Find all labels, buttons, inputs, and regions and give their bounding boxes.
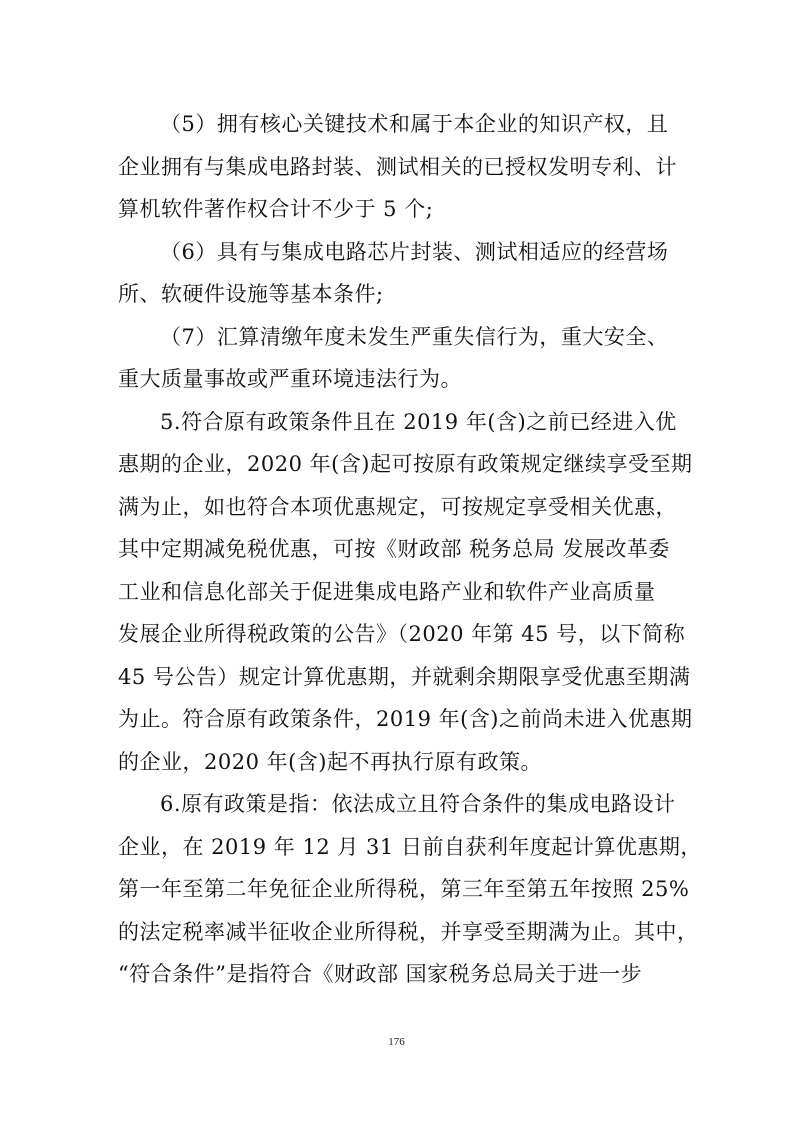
text-line: 惠期的企业，2020 年(含)起可按原有政策规定继续享受至期 [118, 452, 693, 476]
text-line: 的企业，2020 年(含)起不再执行原有政策。 [118, 749, 543, 774]
text-line: 工业和信息化部关于促进集成电路产业和软件产业高质量 [118, 579, 656, 604]
text-line: 6.原有政策是指：依法成立且符合条件的集成电路设计 [160, 792, 676, 816]
text-line: 算机软件著作权合计不少于 5 个; [118, 197, 434, 221]
page-number: 176 [388, 1036, 405, 1048]
text-line: 企业，在 2019 年 12 月 31 日前自获利年度起计算优惠期， [118, 834, 702, 859]
paragraph-5-original-policy-transition [118, 401, 693, 784]
text-line: 其中定期减免税优惠，可按《财政部 税务总局 发展改革委 [118, 537, 670, 561]
text-line: （5）拥有核心关键技术和属于本企业的知识产权，且 [160, 112, 669, 136]
body-text [118, 103, 702, 996]
text-line: 45 号公告）规定计算优惠期，并就剩余期限享受优惠至期满 [118, 664, 691, 689]
text-line: 重大质量事故或严重环境违法行为。 [118, 367, 462, 391]
text-line: 的法定税率减半征收企业所得税，并享受至期满为止。其中， [118, 919, 699, 944]
text-line: 企业拥有与集成电路封装、测试相关的已授权发明专利、计 [118, 154, 677, 179]
text-line: 满为止，如也符合本项优惠规定，可按规定享受相关优惠， [118, 494, 677, 519]
paragraph-item-7 [118, 316, 684, 401]
paragraph-item-5 [118, 103, 684, 231]
paragraph-item-6 [118, 231, 684, 316]
text-line: “符合条件”是指符合《财政部 国家税务总局关于进一步 [118, 962, 643, 986]
text-line: 第一年至第二年免征企业所得税，第三年至第五年按照 25% [118, 877, 690, 901]
text-line: （7）汇算清缴年度未发生严重失信行为，重大安全、 [160, 324, 669, 349]
paragraph-6-original-policy-definition [118, 783, 702, 996]
text-line: 为止。符合原有政策条件，2019 年(含)之前尚未进入优惠期 [118, 707, 693, 731]
text-line: 5.符合原有政策条件且在 2019 年(含)之前已经进入优 [160, 409, 677, 434]
text-line: （6）具有与集成电路芯片封装、测试相适应的经营场 [160, 239, 669, 264]
text-line: 发展企业所得税政策的公告》（2020 年第 45 号，以下简称 [118, 622, 686, 646]
text-line: 所、软硬件设施等基本条件; [118, 282, 384, 306]
